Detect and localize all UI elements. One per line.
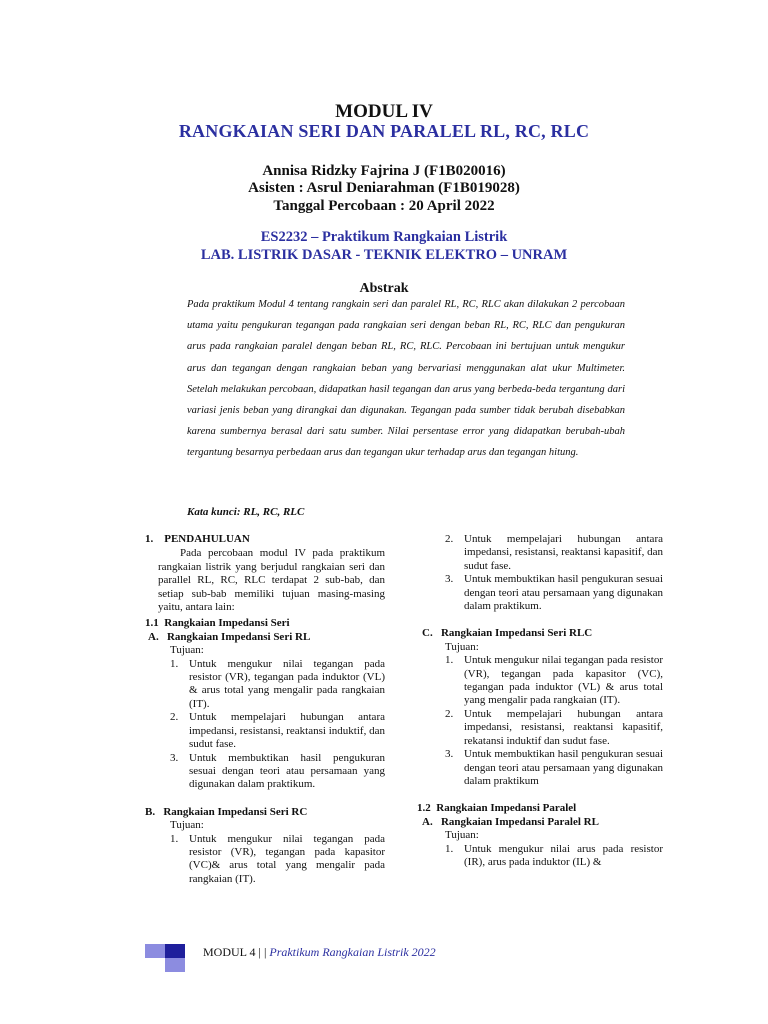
objective-list [417, 843, 663, 870]
document-title: RANGKAIAN SERI DAN PARALEL RL, RC, RLC [178, 121, 590, 141]
right-column [417, 533, 663, 869]
list-number: 3. [170, 751, 179, 764]
abstract-heading: Abstrak [359, 281, 409, 296]
list-text: Untuk membuktikan hasil pengukuran sesuai dengan teori atau persamaan yang digunakan dalam praktikum [464, 748, 663, 787]
subsection-heading-seri-rl: A. Rangkaian Impedansi Seri RL [148, 630, 311, 643]
list-text: Untuk membuktikan hasil pengukuran sesuai dengan teori atau persamaan yang digunakan dalam praktikum. [189, 751, 385, 791]
list-number: 2. [445, 707, 454, 720]
keywords: Kata kunci: RL, RC, RLC [187, 506, 305, 518]
list-item [445, 654, 663, 708]
author-line: Annisa Ridzky Fajrina J (F1B020016) [262, 163, 506, 179]
footer-text [203, 945, 436, 960]
list-number: 1. [170, 832, 179, 845]
footer-label: MODUL 4 | | [203, 945, 267, 959]
list-text: Untuk mempelajari hubungan antara impedansi, resistansi, reaktansi induktif, dan sudut fase. [189, 711, 385, 751]
assistant-line: Asisten : Asrul Deniarahman (F1B019028) [248, 180, 520, 196]
list-number: 2. [445, 533, 454, 545]
list-item [170, 711, 385, 751]
tujuan-label: Tujuan: [170, 644, 204, 657]
list-item [445, 708, 663, 748]
list-item [445, 533, 663, 573]
objective-list [145, 658, 385, 792]
list-item [445, 843, 663, 870]
objective-list [145, 833, 385, 887]
objective-list [417, 533, 663, 613]
course-line: ES2232 – Praktikum Rangkaian Listrik [260, 229, 508, 245]
footer-square-light [165, 958, 185, 972]
list-text: Untuk mempelajari hubungan antara impedansi, resistansi, reaktansi kapasitif, dan sudut fase. [464, 533, 663, 572]
list-text: Untuk mempelajari hubungan antara impedansi, resistansi, reaktansi kapasitif, rekatansi induktif dan sudut fase. [464, 707, 663, 747]
lab-line: LAB. LISTRIK DASAR - TEKNIK ELEKTRO – UNRAM [200, 247, 568, 263]
list-item [445, 748, 663, 788]
intro-paragraph: Pada percobaan modul IV pada praktikum rangkaian listrik yang berjudul rangkaian seri dan parallel RL, RC, RLC terdapat 2 sub-bab, dan setiap sub-bab memiliki tujuan masing-masing yaitu, antara lain: [158, 547, 385, 614]
subsection-heading-seri-rlc: C. Rangkaian Impedansi Seri RLC [422, 627, 593, 640]
subsection-heading-paralel-rl: A. Rangkaian Impedansi Paralel RL [422, 815, 599, 828]
list-number: 1. [445, 842, 454, 855]
list-number: 1. [445, 654, 454, 667]
subsection-heading-seri: 1.1 Rangkaian Impedansi Seri [145, 617, 290, 630]
list-text: Untuk membuktikan hasil pengukuran sesuai dengan teori atau persamaan yang digunakan dalam praktikum. [464, 573, 663, 613]
module-number: MODUL IV [335, 101, 433, 122]
footer-square-dark [165, 944, 185, 958]
tujuan-label: Tujuan: [445, 829, 479, 842]
list-item [170, 658, 385, 712]
tujuan-label: Tujuan: [445, 640, 479, 653]
list-number: 2. [170, 711, 179, 724]
subsection-heading-seri-rc: B. Rangkaian Impedansi Seri RC [145, 805, 308, 818]
list-number: 3. [445, 573, 454, 586]
list-item [445, 573, 663, 613]
left-column [145, 533, 385, 886]
footer-square-light [145, 944, 165, 958]
list-text: Untuk mengukur nilai tegangan pada resistor (VR), tegangan pada induktor (VL) & arus total yang mengalir pada rangkaian (IT). [189, 657, 385, 710]
footer-subtitle: Praktikum Rangkaian Listrik 2022 [269, 945, 436, 959]
list-number: 1. [170, 657, 179, 670]
list-text: Untuk mengukur nilai tegangan pada resistor (VR), tegangan pada kapasitor (VC), tegangan pada induktor (VL) & arus total yang mengalir pada rangkaian (IT). [464, 654, 663, 707]
subsection-heading-paralel: 1.2 Rangkaian Impedansi Paralel [417, 802, 577, 815]
list-text: Untuk mengukur nilai arus pada resistor (IR), arus pada induktor (IL) & [464, 842, 663, 868]
list-item [170, 833, 385, 887]
list-item [170, 752, 385, 792]
list-text: Untuk mengukur nilai tegangan pada resistor (VR), tegangan pada kapasitor (VC)& arus total yang mengalir pada rangkaian (IT). [189, 832, 385, 885]
objective-list [417, 654, 663, 788]
abstract-body: Pada praktikum Modul 4 tentang rangkain seri dan paralel RL, RC, RLC akan dilakukan 2 percobaan utama yaitu pengukuran tegangan pada rangkaian seri dengan beban RL, RC, RLC dan pengukuran arus pada rangkaian paralel dengan beban RL, RC, RLC. Percobaan ini bertujuan untuk mengukur arus dan tegangan dengan rangkaian beban yang bervariasi menggunakan alat ukur Multimeter. Setelah melakukan percobaan, didapatkan hasil tegangan dan arus yang berbeda-beda tergantung dari variasi jenis beban yang dirangkai dan digunakan. Tegangan pada sumber tidak berubah disebabkan karena sumbernya berasal dari satu sumber. Nilai persentase error yang didapatkan berubah-ubah tergantung besarnya perbedaan arus dan tegangan ukur terhadap arus dan tegangan hitung. [187, 299, 625, 459]
date-line: Tanggal Percobaan : 20 April 2022 [273, 198, 495, 214]
list-number: 3. [445, 748, 454, 761]
section-heading-pendahuluan: 1. PENDAHULUAN [145, 533, 250, 545]
tujuan-label: Tujuan: [170, 819, 204, 832]
